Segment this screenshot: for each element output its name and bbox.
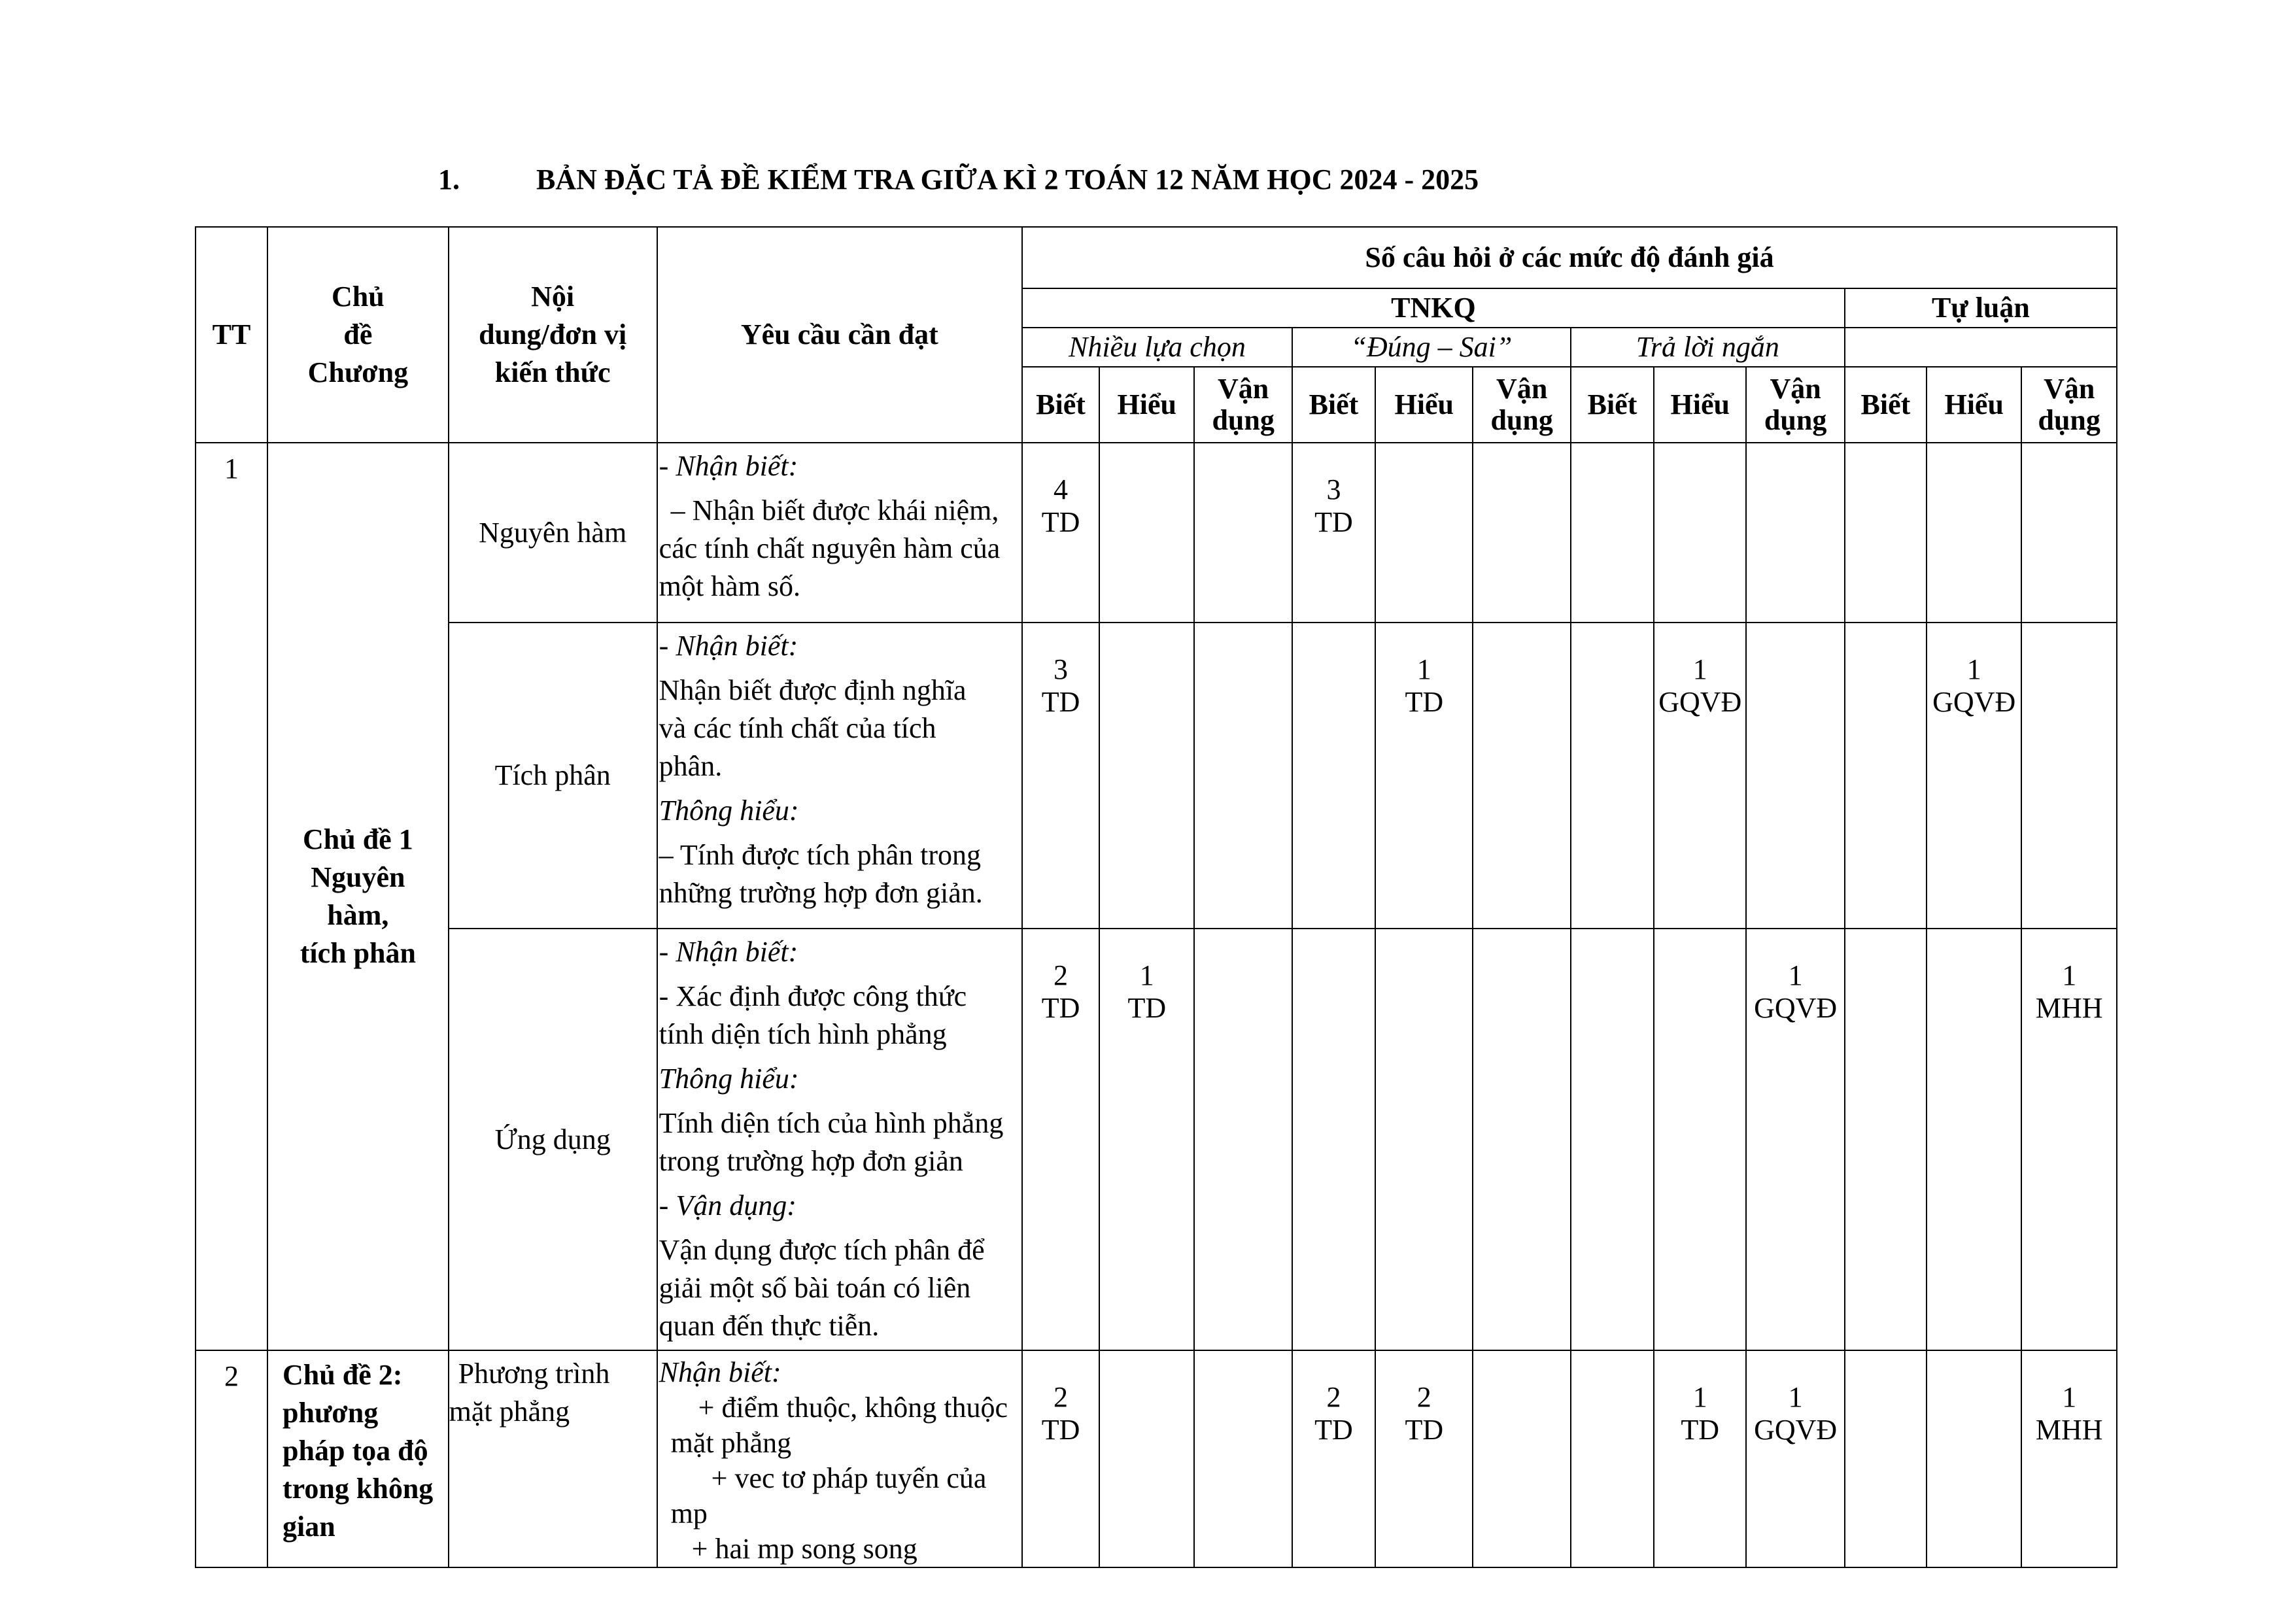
header-tf-biet: Biết <box>1292 367 1375 443</box>
cell-tf-hieu: 2 TD <box>1375 1350 1473 1567</box>
cell-tf-biet <box>1292 929 1375 1350</box>
row-tt: 1 <box>196 443 267 1350</box>
cell-sa-vd <box>1746 623 1844 929</box>
cell-mc-biet: 4 TD <box>1022 443 1099 623</box>
cell-es-hieu <box>1927 929 2021 1350</box>
row-topic: Chủ đề 2: phương pháp tọa độ trong không gian <box>267 1350 449 1567</box>
cell-mc-biet: 2 TD <box>1022 1350 1099 1567</box>
row-requirement: - Nhận biết: – Nhận biết được khái niệm, các tính chất nguyên hàm của một hàm số. <box>657 443 1022 623</box>
header-mc-hieu: Hiểu <box>1099 367 1194 443</box>
cell-sa-biet <box>1571 443 1654 623</box>
cell-sa-hieu <box>1654 443 1746 623</box>
cell-sa-vd: 1 GQVĐ <box>1746 929 1844 1350</box>
header-tf-hieu: Hiểu <box>1375 367 1473 443</box>
row-content: Ứng dụng <box>449 929 657 1350</box>
header-question-count: Số câu hỏi ở các mức độ đánh giá <box>1022 227 2117 288</box>
cell-sa-vd: 1 GQVĐ <box>1746 1350 1844 1567</box>
cell-sa-hieu <box>1654 929 1746 1350</box>
cell-mc-hieu <box>1099 1350 1194 1567</box>
cell-es-hieu <box>1927 443 2021 623</box>
cell-mc-vd <box>1194 1350 1292 1567</box>
cell-mc-biet: 2 TD <box>1022 929 1099 1350</box>
header-short-answer: Trả lời ngắn <box>1571 328 1845 367</box>
title-number: 1. <box>438 163 460 196</box>
title-text: BẢN ĐẶC TẢ ĐỀ KIỂM TRA GIỮA KÌ 2 TOÁN 12 NĂM HỌC 2024 - 2025 <box>536 163 1479 196</box>
cell-tf-vd <box>1473 623 1570 929</box>
cell-tf-vd <box>1473 929 1570 1350</box>
header-requirement: Yêu cầu cần đạt <box>657 227 1022 443</box>
header-essay-blank <box>1845 328 2117 367</box>
header-sa-vandung: Vận dụng <box>1746 367 1844 443</box>
header-true-false: “Đúng – Sai” <box>1292 328 1571 367</box>
cell-es-vd <box>2021 623 2117 929</box>
row-topic: Chủ đề 1 Nguyên hàm, tích phân <box>267 443 449 1350</box>
cell-es-vd <box>2021 443 2117 623</box>
cell-tf-hieu <box>1375 443 1473 623</box>
cell-sa-vd <box>1746 443 1844 623</box>
cell-es-vd: 1 MHH <box>2021 929 2117 1350</box>
specification-table <box>195 226 2117 1568</box>
header-sa-biet: Biết <box>1571 367 1654 443</box>
cell-mc-vd <box>1194 929 1292 1350</box>
row-content: Tích phân <box>449 623 657 929</box>
cell-es-vd: 1 MHH <box>2021 1350 2117 1567</box>
row-content: Nguyên hàm <box>449 443 657 623</box>
header-essay: Tự luận <box>1845 288 2117 328</box>
cell-sa-hieu: 1 TD <box>1654 1350 1746 1567</box>
row-requirement: Nhận biết: + điểm thuộc, không thuộc mặt phẳng + vec tơ pháp tuyến của mp + hai mp song song <box>657 1350 1022 1567</box>
header-tnkq: TNKQ <box>1022 288 1845 328</box>
cell-es-hieu: 1 GQVĐ <box>1927 623 2021 929</box>
table-row <box>196 623 2117 929</box>
row-requirement: - Nhận biết: - Xác định được công thức tính diện tích hình phẳng Thông hiểu: Tính diện tích của hình phẳng trong trường hợp đơn giản - Vận dụng: Vận dụng được tích phân để giải một số bài toán có liên quan đến thực tiễn. <box>657 929 1022 1350</box>
row-tt: 2 <box>196 1350 267 1567</box>
cell-tf-hieu <box>1375 929 1473 1350</box>
header-content: Nội dung/đơn vị kiến thức <box>449 227 657 443</box>
cell-sa-biet <box>1571 929 1654 1350</box>
cell-mc-vd <box>1194 443 1292 623</box>
cell-sa-biet <box>1571 623 1654 929</box>
table-row <box>196 1350 2117 1567</box>
header-tt: TT <box>196 227 267 443</box>
header-multiple-choice: Nhiều lựa chọn <box>1022 328 1292 367</box>
cell-sa-hieu: 1 GQVĐ <box>1654 623 1746 929</box>
cell-mc-hieu: 1 TD <box>1099 929 1194 1350</box>
row-requirement: - Nhận biết: Nhận biết được định nghĩa và các tính chất của tích phân. Thông hiểu: – Tính được tích phân trong những trường hợp đơn giản. <box>657 623 1022 929</box>
table-row <box>196 929 2117 1350</box>
cell-mc-biet: 3 TD <box>1022 623 1099 929</box>
cell-es-biet <box>1845 929 1927 1350</box>
row-content: Phương trình mặt phẳng <box>449 1350 657 1567</box>
cell-tf-hieu: 1 TD <box>1375 623 1473 929</box>
cell-es-biet <box>1845 623 1927 929</box>
cell-sa-biet <box>1571 1350 1654 1567</box>
cell-tf-vd <box>1473 1350 1570 1567</box>
header-es-vandung: Vận dụng <box>2021 367 2117 443</box>
cell-tf-biet: 3 TD <box>1292 443 1375 623</box>
cell-mc-hieu <box>1099 443 1194 623</box>
cell-tf-biet <box>1292 623 1375 929</box>
document-title <box>438 157 1479 203</box>
cell-mc-vd <box>1194 623 1292 929</box>
cell-mc-hieu <box>1099 623 1194 929</box>
cell-es-biet <box>1845 1350 1927 1567</box>
header-es-biet: Biết <box>1845 367 1927 443</box>
table-row <box>196 443 2117 623</box>
cell-tf-vd <box>1473 443 1570 623</box>
header-sa-hieu: Hiểu <box>1654 367 1746 443</box>
cell-tf-biet: 2 TD <box>1292 1350 1375 1567</box>
header-mc-vandung: Vận dụng <box>1194 367 1292 443</box>
cell-es-hieu <box>1927 1350 2021 1567</box>
header-tf-vandung: Vận dụng <box>1473 367 1570 443</box>
header-mc-biet: Biết <box>1022 367 1099 443</box>
header-es-hieu: Hiểu <box>1927 367 2021 443</box>
cell-es-biet <box>1845 443 1927 623</box>
header-topic: Chủ đề Chương <box>267 227 449 443</box>
